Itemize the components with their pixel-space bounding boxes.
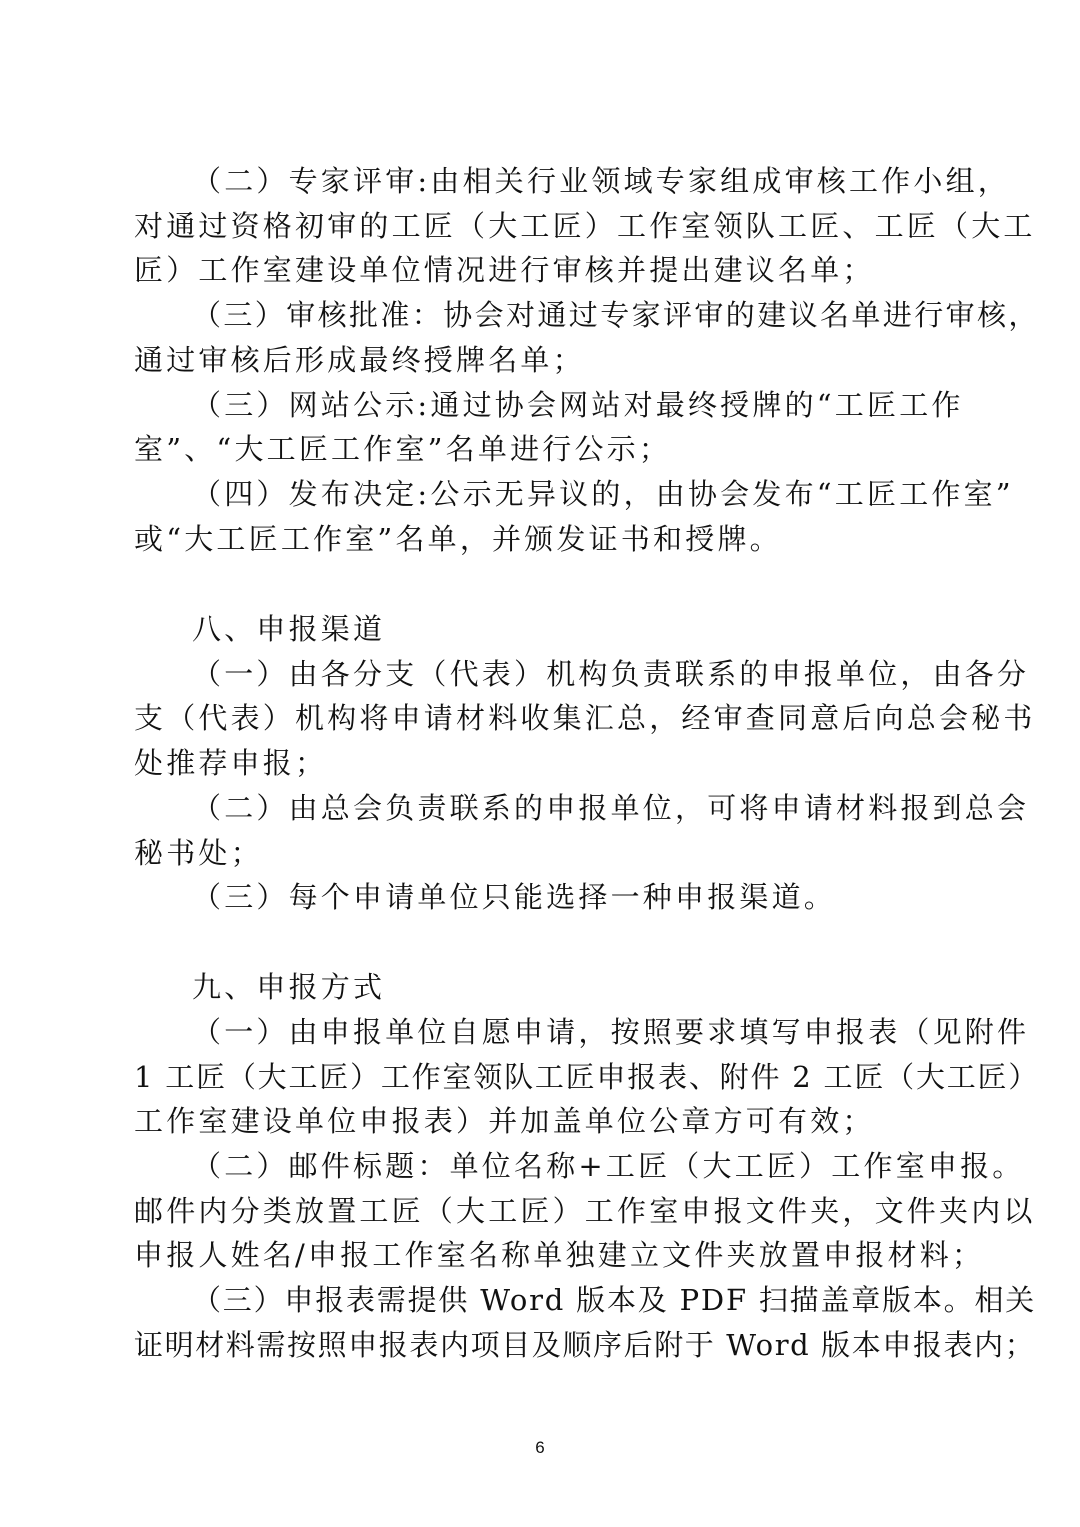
para-method-apply-line-3: 工作室建设单位申报表）并加盖单位公章方可有效； [134,1104,875,1138]
para-method-email-line-3: 申报人姓名/申报工作室名称单独建立文件夹放置申报材料； [134,1238,985,1272]
page-number: 6 [535,1438,545,1457]
para-website-notice-line-1: （三）网站公示:通过协会网站对最终授牌的“工匠工作 [192,388,964,422]
para-approval-line-2: 通过审核后形成最终授牌名单； [134,343,585,377]
para-channel-single-line-1: （三）每个申请单位只能选择一种申报渠道。 [192,880,837,914]
para-publish-decision-line-1: （四）发布决定:公示无异议的，由协会发布“工匠工作室” [192,477,1014,511]
para-publish-decision-line-2: 或“大工匠工作室”名单，并颁发证书和授牌。 [134,522,782,556]
para-website-notice-line-2: 室”、“大工匠工作室”名单进行公示； [134,432,672,466]
para-method-format-line-2: 证明材料需按照申报表内项目及顺序后附于 Word 版本申报表内； [134,1328,1036,1362]
para-channel-branch-line-1: （一）由各分支（代表）机构负责联系的申报单位，由各分 [192,657,1030,691]
para-expert-review-line-3: 匠）工作室建设单位情况进行审核并提出建议名单； [134,253,875,287]
para-approval-line-1: （三）审核批准：协会对通过专家评审的建议名单进行审核， [192,298,1040,332]
para-expert-review-line-2: 对通过资格初审的工匠（大工匠）工作室领队工匠、工匠（大工 [134,209,1036,243]
para-channel-branch-line-3: 处推荐申报； [134,746,328,780]
para-method-apply-line-1: （一）由申报单位自愿申请，按照要求填写申报表（见附件 [192,1015,1030,1049]
para-method-email-line-2: 邮件内分类放置工匠（大工匠）工作室申报文件夹，文件夹内以 [134,1194,1036,1228]
para-channel-branch-line-2: 支（代表）机构将申请材料收集汇总，经审查同意后向总会秘书 [134,701,1036,735]
para-method-email-line-1: （二）邮件标题：单位名称+工匠（大工匠）工作室申报。 [192,1149,1025,1183]
para-channel-head-line-1: （二）由总会负责联系的申报单位，可将申请材料报到总会 [192,791,1030,825]
para-method-apply-line-2: 1 工匠（大工匠）工作室领队工匠申报表、附件 2 工匠（大工匠） [134,1060,1040,1094]
section-heading-channels: 八、申报渠道 [192,612,386,646]
para-method-format-line-1: （三）申报表需提供 Word 版本及 PDF 扫描盖章版本。相关 [192,1283,1037,1317]
para-expert-review-line-1: （二）专家评审:由相关行业领域专家组成审核工作小组， [192,164,1010,198]
section-heading-method: 九、申报方式 [192,970,386,1004]
para-channel-head-line-2: 秘书处； [134,836,263,870]
